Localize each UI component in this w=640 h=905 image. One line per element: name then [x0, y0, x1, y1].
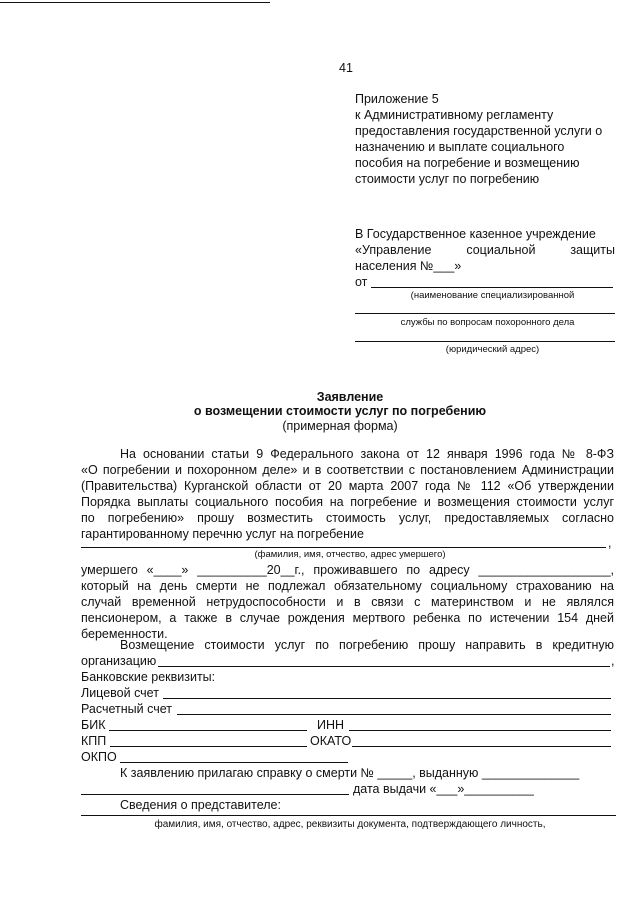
intro-line: по погребению» прошу возместить стоимость услуг, предоставляемых согласно	[81, 511, 614, 525]
deceased-line: беременности.	[81, 627, 168, 641]
appendix-line: Приложение 5	[355, 92, 439, 106]
from-field-line	[371, 287, 613, 288]
form-note: (примерная форма)	[282, 419, 398, 433]
appendix-line: пособия на погребение и возмещению	[355, 156, 580, 170]
settlement-account-field	[177, 714, 611, 715]
top-rule	[0, 2, 270, 3]
personal-account-field	[163, 698, 611, 699]
settlement-account-label: Расчетный счет	[81, 702, 172, 716]
died-line: умершего «____» __________20__г., проживавшего по адресу ___________________,	[81, 563, 614, 577]
addressee-line: населения №___»	[355, 259, 462, 273]
representative-label: Сведения о представителе:	[120, 798, 281, 812]
deceased-line: пенсионером, а также в случае рождения мертвого ребенка по истечении 154 дней	[81, 611, 614, 625]
addressee-word: «Управление	[355, 243, 432, 257]
okato-field	[352, 746, 611, 747]
addressee-line	[355, 242, 615, 258]
org-field	[158, 666, 610, 667]
intro-line: «О погребении и похоронном деле» и в соответствии с постановлением Администрации	[81, 463, 614, 477]
inn-field	[349, 730, 611, 731]
deceased-line: который на день смерти не подлежал обязательному социальному страхованию на	[81, 579, 614, 593]
intro-line: На основании статьи 9 Федерального закона от 12 января 1996 года № 8-ФЗ	[120, 447, 614, 461]
bik-field	[109, 730, 307, 731]
addressee-line: В Государственное казенное учреждение	[355, 227, 596, 241]
appendix-line: назначению и выплате социального	[355, 140, 565, 154]
attachment-field	[81, 794, 349, 795]
intro-line: Порядка выплаты социального пособия на погребение и возмещения стоимости услуг	[81, 495, 614, 509]
okpo-label: ОКПО	[81, 750, 117, 764]
appendix-line: предоставления государственной услуги о	[355, 124, 603, 138]
comma-mark: ,	[611, 654, 615, 668]
inn-label: ИНН	[317, 718, 345, 732]
org-field-line	[355, 313, 615, 314]
comma-mark: ,	[608, 536, 612, 550]
deceased-caption: (фамилия, имя, отчество, адрес умершего)	[254, 549, 446, 560]
okpo-field	[120, 762, 348, 763]
intro-line: гарантированному перечню услуг на погребение	[81, 527, 364, 541]
attachment-line: К заявлению прилагаю справку о смерти № _____, выданную ______________	[120, 766, 580, 780]
bank-details-label: Банковские реквизиты:	[81, 670, 216, 684]
kpp-field	[110, 746, 307, 747]
personal-account-label: Лицевой счет	[81, 686, 159, 700]
intro-line: (Правительства) Курганской области от 20 марта 2007 года № 112 «Об утверждении	[81, 479, 614, 493]
addressee-word: защиты	[570, 243, 615, 257]
appendix-line: к Административному регламенту	[355, 108, 554, 122]
legal-address-caption: (юридический адрес)	[445, 344, 540, 355]
from-label: от	[355, 275, 368, 289]
payment-line: Возмещение стоимости услуг по погребению прошу направить в кредитную	[120, 638, 614, 652]
deceased-field-line	[81, 547, 606, 548]
document-subtitle: о возмещении стоимости услуг по погребению	[193, 404, 487, 418]
okato-label: ОКАТО	[310, 734, 352, 748]
page-number: 41	[339, 61, 353, 75]
deceased-line: случай временной нетрудоспособности и в связи с материнством и не являлся	[81, 595, 614, 609]
kpp-label: КПП	[81, 734, 107, 748]
appendix-line: стоимости услуг по погребению	[355, 172, 540, 186]
attachment-date-line: дата выдачи «___»__________	[353, 782, 534, 796]
document-title: Заявление	[316, 390, 384, 404]
org-label: организацию	[81, 654, 157, 668]
appendix-block	[355, 91, 602, 187]
org-service-caption: службы по вопросам похоронного дела	[400, 317, 575, 328]
bik-label: БИК	[81, 718, 106, 732]
representative-caption: фамилия, имя, отчество, адрес, реквизиты документа, подтверждающего личность,	[154, 819, 546, 830]
address-field-line	[355, 341, 615, 342]
org-name-caption: (наименование специализированной	[410, 290, 575, 301]
representative-field	[81, 815, 616, 816]
addressee-word: социальной	[466, 243, 536, 257]
